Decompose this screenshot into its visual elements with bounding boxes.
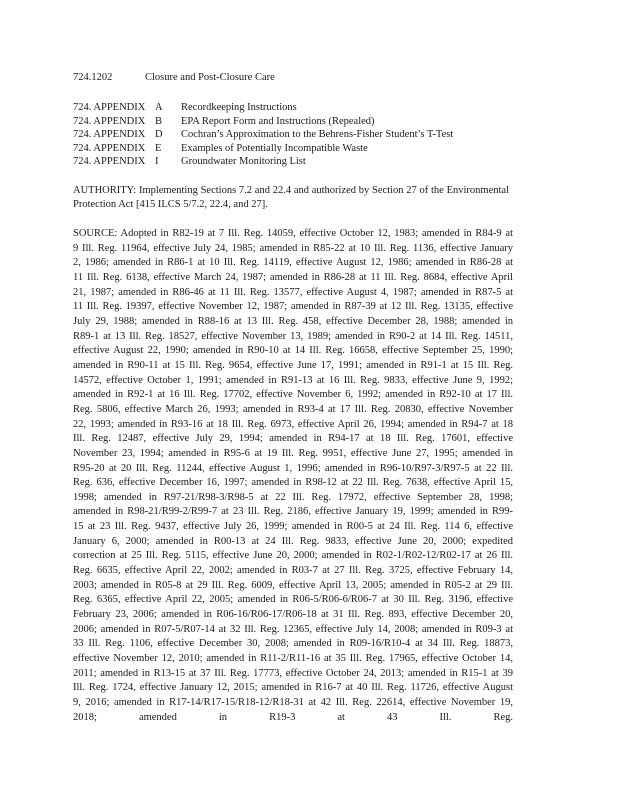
appendix-row xyxy=(73,142,453,156)
appendix-title: Groundwater Monitoring List xyxy=(181,156,306,168)
section-heading xyxy=(73,72,275,83)
appendix-list xyxy=(73,101,453,169)
appendix-row xyxy=(73,128,453,142)
appendix-title: EPA Report Form and Instructions (Repealed) xyxy=(181,115,375,127)
appendix-letter: I xyxy=(155,156,159,168)
section-title: Closure and Post-Closure Care xyxy=(145,72,275,83)
appendix-title: Recordkeeping Instructions xyxy=(181,102,297,113)
appendix-label: 724. APPENDIX xyxy=(73,102,146,113)
appendix-letter: D xyxy=(155,129,163,141)
appendix-row xyxy=(73,101,453,115)
appendix-letter: A xyxy=(155,102,163,113)
appendix-row xyxy=(73,155,453,169)
appendix-title: Cochran’s Approximation to the Behrens-Fisher Student’s T-Test xyxy=(181,129,454,141)
appendix-row xyxy=(73,115,453,129)
appendix-label: 724. APPENDIX xyxy=(73,129,146,141)
authority-note: AUTHORITY: Implementing Sections 7.2 and 22.4 and authorized by Section 27 of the Environmental Protection Act [415 ILCS 5/7.2, 22.4, and 27]. xyxy=(73,185,509,210)
section-number: 724.1202 xyxy=(73,72,113,83)
appendix-title: Examples of Potentially Incompatible Waste xyxy=(181,142,368,154)
source-note: SOURCE: Adopted in R82-19 at 7 Ill. Reg. 14059, effective October 12, 1983; amended in R84-9 at 9 Ill. Reg. 11964, effective July 24, 1985; amended in R85-22 at 10 Ill. Reg. 1136, effective January 2, 1986; amended in R86-1 at 10 Ill. Reg. 14119, effective August 12, 1986; amended in R86-28 at 11 Ill. Reg. 6138, effective March 24, 1987; amended in R86-28 at 11 Ill. Reg. 8684, effective April 21, 1987; amended in R86-46 at 11 Ill. Reg. 13577, effective August 4, 1987; amended in R87-5 at 11 Ill. Reg. 19397, effective November 12, 1987; amended in R87-39 at 12 Ill. Reg. 13135, effective July 29, 1988; amended in R88-16 at 13 Ill. Reg. 458, effective December 28, 1988; amended in R89-1 at 13 Ill. Reg. 18527, effective November 13, 1989; amended in R90-2 at 14 Ill. Reg. 14511, effective August 22, 1990; amended in R90-10 at 14 Ill. Reg. 16658, effective September 25, 1990; amended in R90-11 at 15 Ill. Reg. 9654, effective June 17, 1991; amended in R91-1 at 15 Ill. Reg. 14572, effective October 1, 1991; amended in R91-13 at 16 Ill. Reg. 9833, effective June 9, 1992; amended in R92-1 at 16 Ill. Reg. 17702, effective November 6, 1992; amended in R92-10 at 17 Ill. Reg. 5806, effective March 26, 1993; amended in R93-4 at 17 Ill. Reg. 20830, effective November 22, 1993; amended in R93-16 at 18 Ill. Reg. 6973, effective April 26, 1994; amended in R94-7 at 18 Ill. Reg. 12487, effective July 29, 1994; amended in R94-17 at 18 Ill. Reg. 17601, effective November 23, 1994; amended in R95-6 at 19 Ill. Reg. 9951, effective June 27, 1995; amended in R95-20 at 20 Ill. Reg. 11244, effective August 1, 1996; amended in R96-10/R97-3/R97-5 at 22 Ill. Reg. 636, effective December 16, 1997; amended in R98-12 at 22 Ill. Reg. 7638, effective April 15, 1998; amended in R97-21/R98-3/R98-5 at 22 Ill. Reg. 17972, effective September 28, 1998; amended in R98-21/R99-2/R99-7 at 23 Ill. Reg. 2186, effective January 19, 1999; amended in R99-15 at 23 Ill. Reg. 9437, effective July 26, 1999; amended in R00-5 at 24 Ill. Reg. 114 6, effective January 6, 2000; amended in R00-13 at 24 Ill. Reg. 9833, effective June 20, 2000; expedited correction at 25 Ill. Reg. 5115, effective June 20, 2000; amended in R02-1/R02-12/R02-17 at 26 Ill. Reg. 6635, effective April 22, 2002; amended in R03-7 at 27 Ill. Reg. 3725, effective February 14, 2003; amended in R05-8 at 29 Ill. Reg. 6009, effective April 13, 2005; amended in R05-2 at 29 Ill. Reg. 6365, effective April 22, 2005; amended in R06-5/R06-6/R06-7 at 30 Ill. Reg. 3196, effective February 23, 2006; amended in R06-16/R06-17/R06-18 at 31 Ill. Reg. 893, effective December 20, 2006; amended in R07-5/R07-14 at 32 Ill. Reg. 12365, effective July 14, 2008; amended in R09-3 at 33 Ill. Reg. 1106, effective December 30, 2008; amended in R09-16/R10-4 at 34 Ill. Reg. 18873, effective November 12, 2010; amended in R11-2/R11-16 at 35 Ill. Reg. 17965, effective October 14, 2011; amended in R13-15 at 37 Ill. Reg. 17773, effective October 24, 2013; amended in R15-1 at 39 Ill. Reg. 1724, effective January 12, 2015; amended in R16-7 at 40 Ill. Reg. 11726, effective August 9, 2016; amended in R17-14/R17-15/R18-12/R18-31 at 42 Ill. Reg. 22614, effective November 19, 2018; amended in R19-3 at 43 Ill. Reg. xyxy=(73,228,513,723)
appendix-label: 724. APPENDIX xyxy=(73,142,146,154)
appendix-label: 724. APPENDIX xyxy=(73,115,146,127)
appendix-label: 724. APPENDIX xyxy=(73,156,146,168)
appendix-letter: B xyxy=(155,115,163,127)
appendix-letter: E xyxy=(155,142,162,154)
